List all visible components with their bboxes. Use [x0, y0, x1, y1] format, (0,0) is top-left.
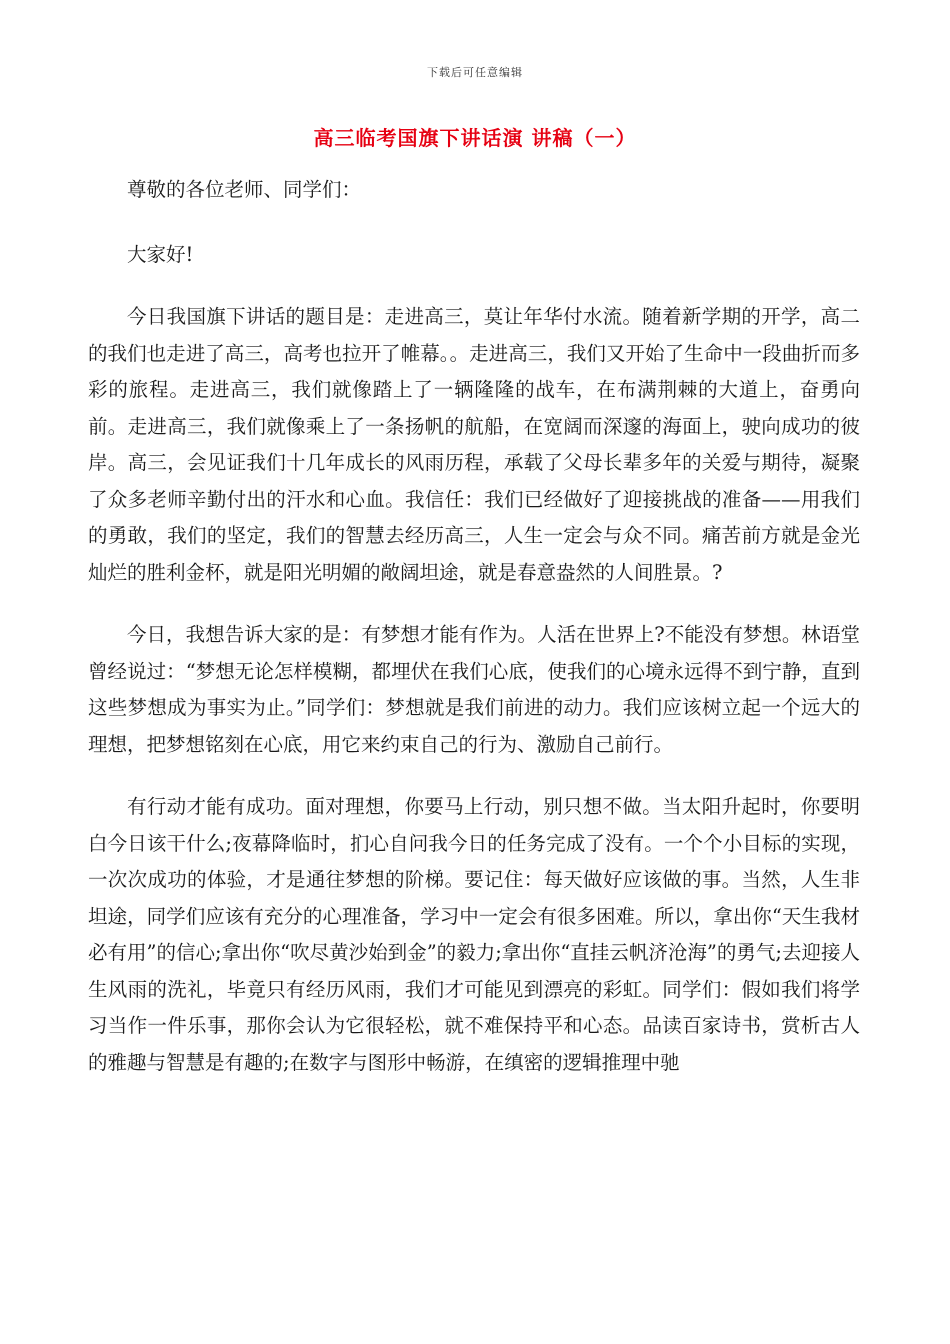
paragraph-1: 今日我国旗下讲话的题目是：走进高三，莫让年华付水流。随着新学期的开学，高二的我们也走进了高三，高考也拉开了帷幕。。走进高三，我们又开始了生命中一段曲折而多彩的旅程。走进高三，我们就像踏上了一辆隆隆的战车，在布满荆棘的大道上，奋勇向前。走进高三，我们就像乘上了一条扬帆的航船，在宽阔而深邃的海面上，驶向成功的彼岸。高三，会见证我们十几年成长的风雨历程，承载了父母长辈多年的关爱与期待，凝聚了众多老师辛勤付出的汗水和心血。我信任：我们已经做好了迎接挑战的准备——用我们的勇敢，我们的坚定，我们的智慧去经历高三，人生一定会与众不同。痛苦前方就是金光灿烂的胜利金杯，就是阳光明媚的敞阔坦途，就是春意盎然的人间胜景。? [88, 305, 860, 584]
paragraph-3: 有行动才能有成功。面对理想，你要马上行动，别只想不做。当太阳升起时，你要明白今日该干什么;夜幕降临时，扪心自问我今日的任务完成了没有。一个个小目标的实现，一次次成功的体验，才是通往梦想的阶梯。要记住：每天做好应该做的事。当然，人生非坦途，同学们应该有充分的心理准备，学习中一定会有很多困难。所以，拿出你“天生我材必有用”的信心;拿出你“吹尽黄沙始到金”的毅力;拿出你“直挂云帆济沧海”的勇气;去迎接人生风雨的洗礼，毕竟只有经历风雨，我们才可能见到漂亮的彩虹。同学们：假如我们将学习当作一件乐事，那你会认为它很轻松，就不难保持平和心态。品读百家诗书，赏析古人的雅趣与智慧是有趣的;在数字与图形中畅游，在缜密的逻辑推理中驰 [88, 795, 860, 1074]
greeting: 大家好! [127, 242, 194, 266]
header-note: 下载后可任意编辑 [427, 66, 523, 79]
document-body [88, 172, 860, 1107]
salutation: 尊敬的各位老师、同学们： [127, 178, 362, 201]
paragraph-2: 今日，我想告诉大家的是：有梦想才能有作为。人活在世界上?不能没有梦想。林语堂曾经说过：“梦想无论怎样模糊，都埋伏在我们心底，使我们的心境永远得不到宁静，直到这些梦想成为事实为止。”同学们：梦想就是我们前进的动力。我们应该树立起一个远大的理想，把梦想铭刻在心底，用它来约束自己的行为、激励自己前行。 [88, 623, 860, 756]
document-title: 高三临考国旗下讲话演 讲稿（一） [313, 126, 637, 150]
